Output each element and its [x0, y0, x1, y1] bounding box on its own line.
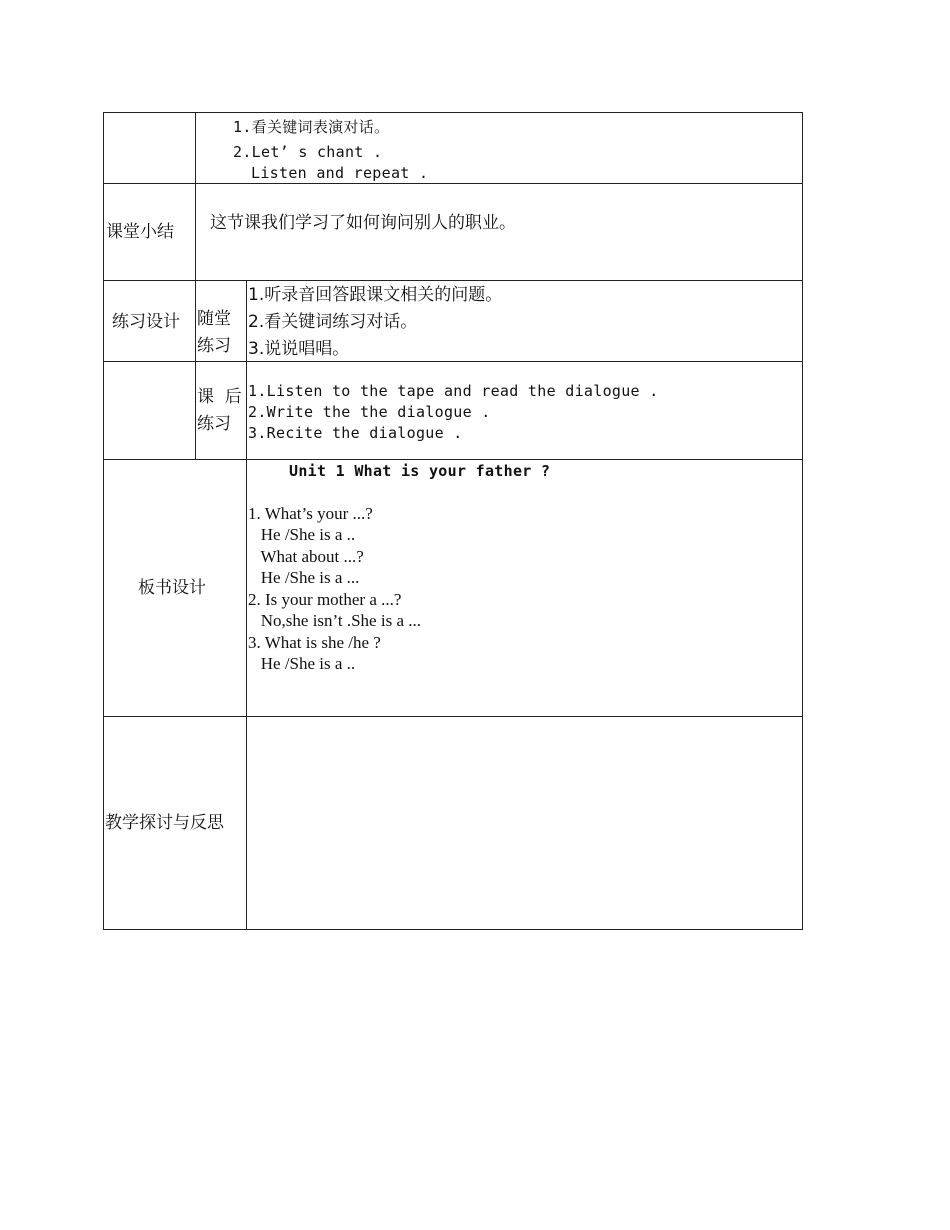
board-label: 板书设计: [138, 578, 206, 598]
board-title: Unit 1 What is your father ?: [289, 462, 551, 480]
in-class-label-line-2: 练习: [197, 336, 231, 356]
row-divider: [103, 183, 803, 184]
board-line: He /She is a ..: [248, 525, 356, 544]
in-class-item: 1.听录音回答跟课文相关的问题。: [248, 285, 503, 305]
board-line: 2. Is your mother a ...?: [248, 590, 402, 609]
table-border-top: [103, 112, 803, 113]
after-class-label-line-1: 课 后: [197, 387, 242, 407]
board-line: He /She is a ...: [248, 568, 360, 587]
row-divider: [103, 361, 803, 362]
board-line: He /She is a ..: [248, 654, 356, 673]
activity-line-1: 1.看关键词表演对话。: [233, 118, 390, 136]
column-divider: [246, 280, 247, 930]
board-line: 3. What is she /he ?: [248, 633, 381, 652]
practice-label: 练习设计: [112, 312, 180, 332]
board-line: 1. What’s your ...?: [248, 504, 373, 523]
row-divider: [103, 459, 803, 460]
table-border-right: [802, 112, 803, 930]
reflection-label: 教学探讨与反思: [105, 813, 224, 833]
in-class-item: 3.说说唱唱。: [248, 339, 350, 359]
table-border-bottom: [103, 929, 803, 930]
after-class-item: 2.Write the the dialogue .: [248, 403, 491, 421]
board-line: No,she isn’t .She is a ...: [248, 611, 421, 630]
activity-line-2: 2.Let’ s chant .: [233, 143, 383, 161]
row-divider: [103, 716, 803, 717]
activity-line-3: Listen and repeat .: [251, 164, 429, 182]
board-line: What about ...?: [248, 547, 364, 566]
column-divider: [195, 112, 196, 460]
after-class-item: 1.Listen to the tape and read the dialogue .: [248, 382, 659, 400]
table-border-left: [103, 112, 104, 930]
row-divider: [103, 280, 803, 281]
in-class-item: 2.看关键词练习对话。: [248, 312, 418, 332]
summary-content: 这节课我们学习了如何询问别人的职业。: [210, 213, 516, 233]
after-class-item: 3.Recite the dialogue .: [248, 424, 463, 442]
summary-label: 课堂小结: [106, 222, 174, 242]
in-class-label-line-1: 随堂: [197, 309, 231, 329]
after-class-label-line-2: 练习: [197, 414, 231, 434]
